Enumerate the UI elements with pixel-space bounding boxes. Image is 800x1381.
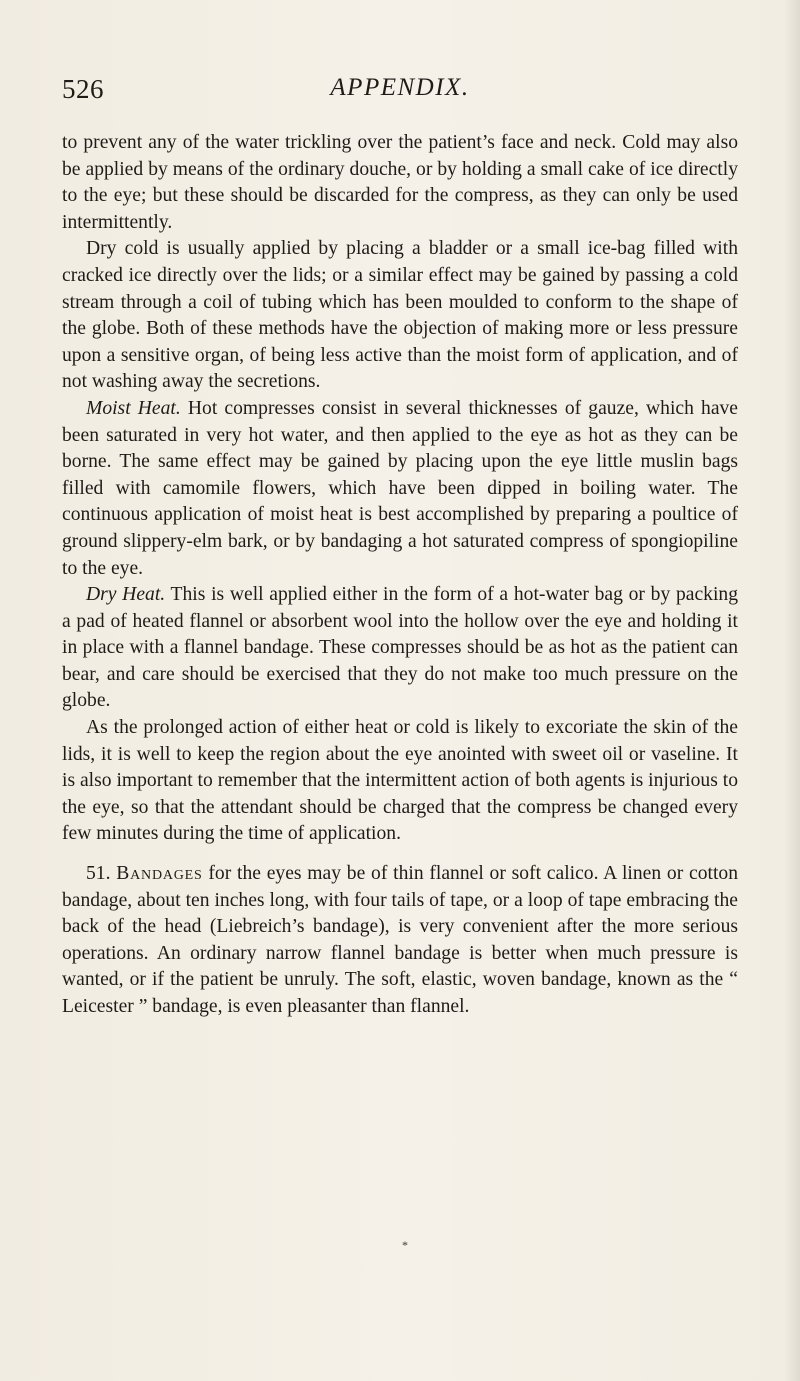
page-number: 526 — [62, 74, 104, 104]
subheading-bandages: Bandages — [116, 863, 203, 885]
page-header — [62, 74, 738, 108]
paragraph-excoriation: As the prolonged action of either heat or cold is likely to excoriate the skin of the lids, it is well to keep the region about the eye anointed with sweet oil or vaseline. It is also important to remember that the intermittent action of both agents is injurious to the eye, so that the attendant should be charged that the compress be changed every few minutes during the time of application. — [62, 717, 738, 845]
paragraph-dry-heat — [62, 582, 738, 715]
paragraph-moist-heat-text: Hot compresses consist in several thicknesses of gauze, which have been saturated in very hot water, and then applied to the eye as hot as they can be borne. The same effect may be gained by placing upon the eye little muslin bags filled with camomile flowers, which have been dipped in boiling water. The continuous application of moist heat is best accomplished by preparing a poultice of ground slippery-elm bark, or by bandaging a hot saturated compress of spongiopiline to the eye. — [62, 397, 739, 579]
paragraph-dry-heat-text: This is well applied either in the form of a hot-water bag or by packing a pad of heated flannel or absorbent wool into the hollow over the eye and holding it in place with a flannel bandage. These compresses should be as hot as the patient can bear, and care should be exercised that they do not make too much pressure on the globe. — [62, 584, 738, 712]
paragraph-bandages-text: for the eyes may be of thin flannel or soft calico. A linen or cotton bandage, about ten inches long, with four tails of tape, or a loop of tape embracing the back of the head (Liebreich’s bandage), is very convenient after the more serious operations. An ordinary narrow flannel bandage is better when much pressure is wanted, or if the patient be unruly. The soft, elastic, woven bandage, known as the “ Leicester ” bandage, is even pleasanter than flannel. — [62, 863, 739, 1017]
paragraph-dry-cold: Dry cold is usually applied by placing a bladder or a small ice-bag filled with cracked ice directly over the lids; or a similar effect may be gained by passing a cold stream through a coil of tubing which has been moulded to conform to the shape of the globe. Both of these methods have the objection of making more or less pressure upon a sensitive organ, of being less active than the moist form of application, and of not washing away the secretions. — [62, 238, 738, 393]
paragraph-moist-heat — [62, 396, 738, 582]
subheading-moist-heat: Moist Heat. — [86, 397, 181, 419]
stray-print-mark: * — [402, 1238, 408, 1252]
paragraph-cold-application: to prevent any of the water trickling over the patient’s face and neck. Cold may also be applied by means of the ordinary douche, or by holding a small cake of ice directly to the eye; but these should be discarded for the compress, as they can only be used intermittently. — [62, 132, 738, 233]
body-text — [62, 130, 738, 1021]
running-head: APPENDIX. — [330, 74, 470, 101]
paragraph-bandages — [62, 861, 738, 1021]
page-edge-shadow — [784, 0, 800, 1381]
section-number: 51. — [86, 863, 117, 885]
subheading-dry-heat: Dry Heat. — [86, 584, 166, 606]
